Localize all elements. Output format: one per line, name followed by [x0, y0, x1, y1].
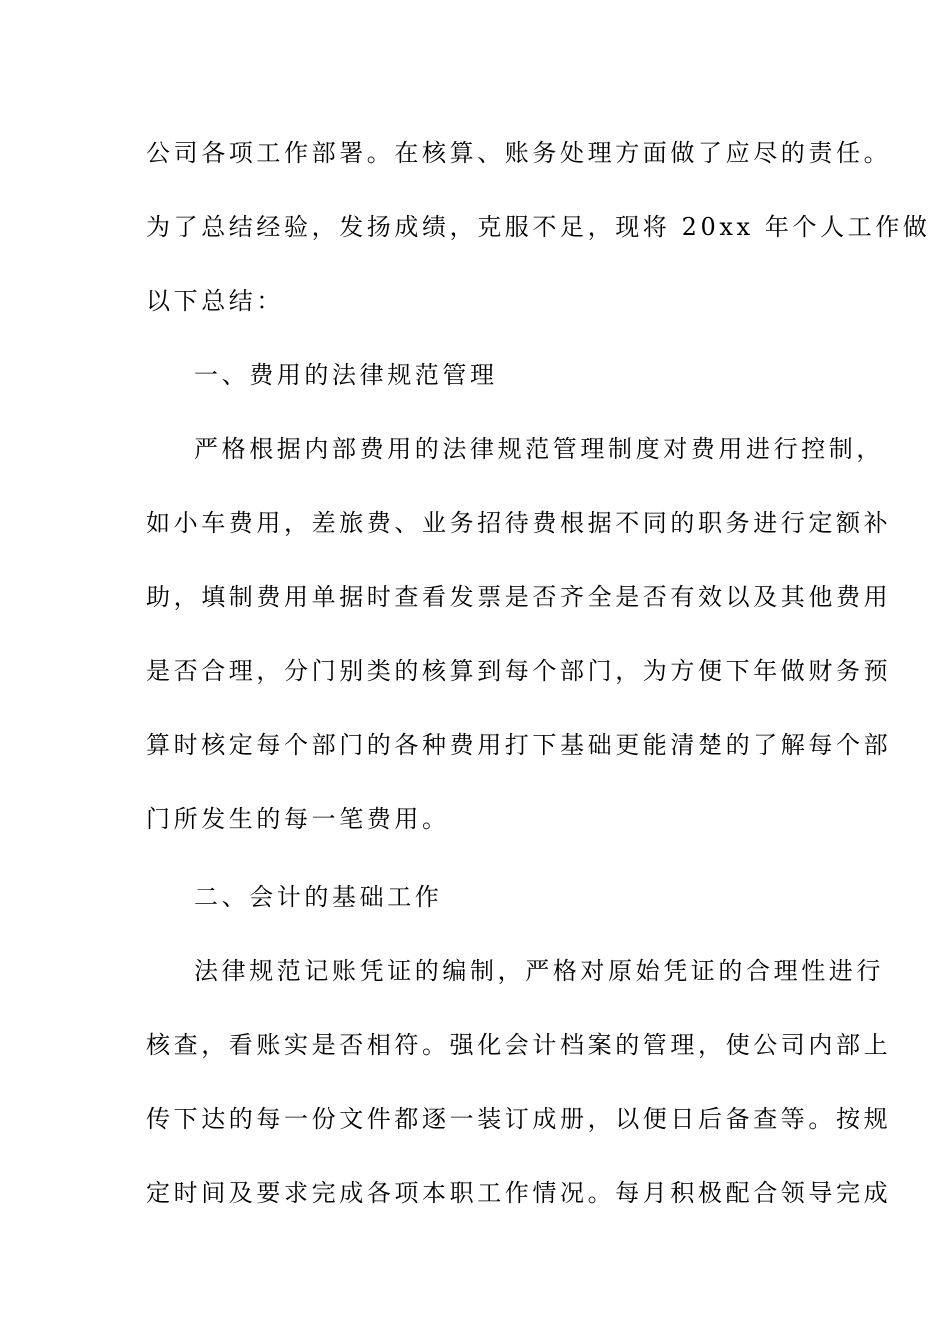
text-line: 严格根据内部费用的法律规范管理制度对费用进行控制，	[194, 435, 884, 463]
text-line: 助，填制费用单据时查看发票是否齐全是否有效以及其他费用	[146, 583, 892, 611]
text-line: 门所发生的每一笔费用。	[146, 805, 450, 833]
section-heading: 一、费用的法律规范管理	[194, 361, 498, 389]
text-line: 传下达的每一份文件都逐一装订成册，以便日后备查等。按规	[146, 1105, 892, 1133]
text-line: 公司各项工作部署。在核算、账务处理方面做了应尽的责任。	[146, 139, 892, 167]
section-heading: 二、会计的基础工作	[194, 883, 443, 911]
text-line: 是否合理，分门别类的核算到每个部门，为方便下年做财务预	[146, 657, 892, 685]
text-line: 如小车费用，差旅费、业务招待费根据不同的职务进行定额补	[146, 509, 892, 537]
text-line: 法律规范记账凭证的编制，严格对原始凭证的合理性进行	[194, 957, 884, 985]
text-line: 定时间及要求完成各项本职工作情况。每月积极配合领导完成	[146, 1179, 892, 1207]
text-line: 核查，看账实是否相符。强化会计档案的管理，使公司内部上	[146, 1031, 892, 1059]
text-line: 为了总结经验，发扬成绩，克服不足，现将 20xx 年个人工作做	[146, 213, 931, 241]
text-line: 以下总结：	[146, 287, 284, 315]
text-line: 算时核定每个部门的各种费用打下基础更能清楚的了解每个部	[146, 731, 892, 759]
